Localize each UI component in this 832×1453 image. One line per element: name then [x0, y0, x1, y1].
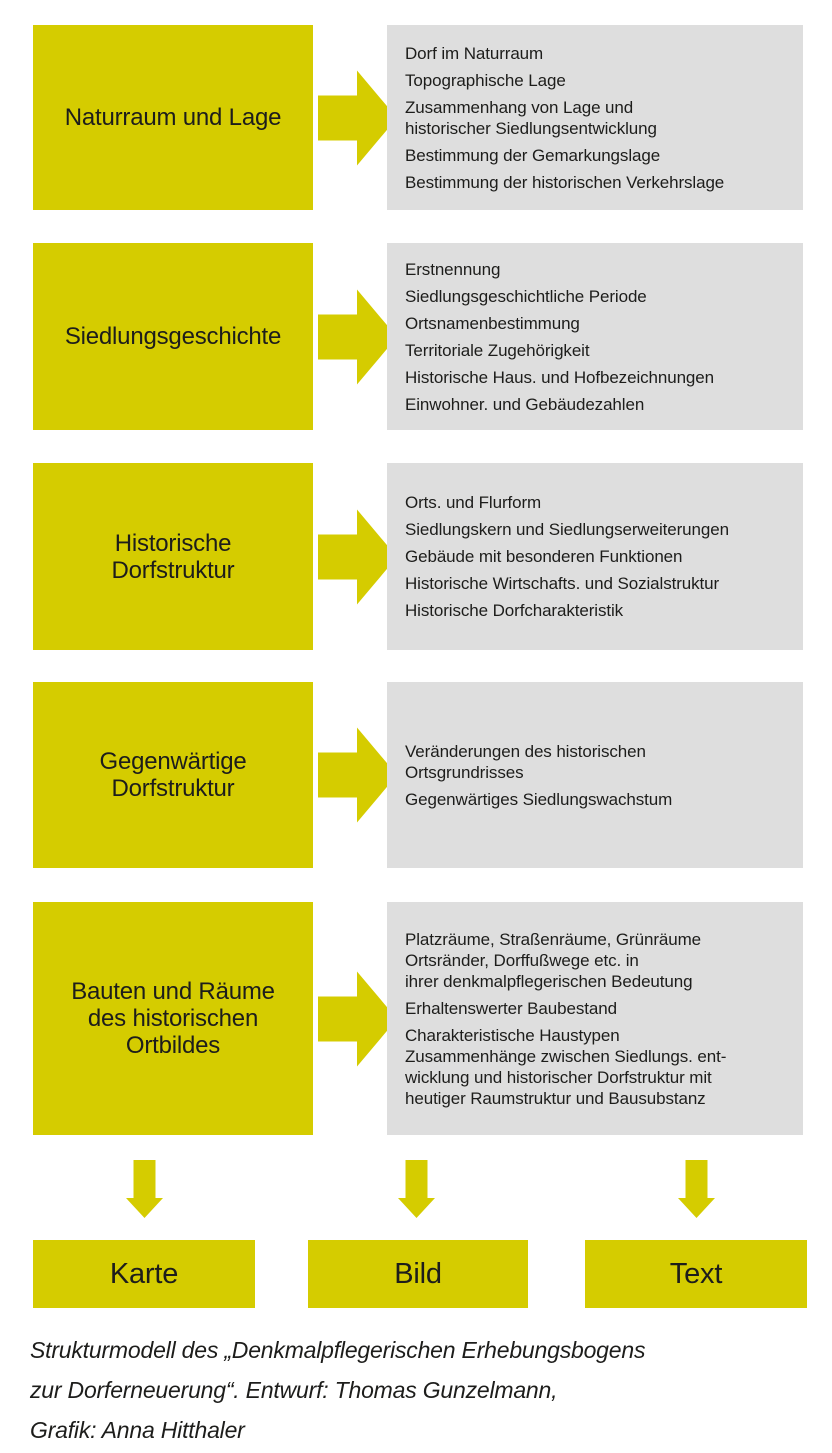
- detail-item: Gegenwärtiges Siedlungswachstum: [405, 789, 673, 809]
- right-arrow-icon: [318, 509, 397, 604]
- right-arrow-icon: [318, 289, 397, 384]
- detail-item: Erstnennung: [405, 259, 501, 279]
- detail-panel-gegenwaertige-dorfstruktur: [387, 682, 803, 868]
- topic-box-historische-dorfstruktur: Historische Dorfstruktur: [33, 463, 313, 650]
- output-box-text: Text: [585, 1240, 807, 1308]
- detail-item: Orts. und Flurform: [405, 493, 542, 512]
- right-arrow-icon: [318, 70, 397, 165]
- detail-panel-bauten-und-raeume: [387, 902, 803, 1135]
- detail-item: Charakteristische Haustypen Zusammenhänge zwischen Siedlungs. ent- wicklung und historischer Dorfstruktur mit heutiger Raumstruktur und Bausubstanz: [405, 1025, 727, 1108]
- detail-item: Historische Wirtschafts. und Sozialstruktur: [405, 574, 720, 593]
- topic-box-bauten-und-raeume: Bauten und Räume des historischen Ortbildes: [33, 902, 313, 1135]
- detail-item: Territoriale Zugehörigkeit: [405, 340, 590, 360]
- flow-row-bauten-und-raeume: [0, 902, 832, 1135]
- detail-item: Historische Haus. und Hofbezeichnungen: [405, 367, 714, 387]
- down-arrow-icon: [126, 1160, 163, 1218]
- topic-box-gegenwaertige-dorfstruktur: Gegenwärtige Dorfstruktur: [33, 682, 313, 868]
- detail-item: Platzräume, Straßenräume, Grünräume Ortsränder, Dorffußwege etc. in ihrer denkmalpflegerischen Bedeutung: [405, 929, 702, 991]
- down-arrow-icon: [398, 1160, 435, 1218]
- topic-box-naturraum: Naturraum und Lage: [33, 25, 313, 210]
- detail-item: Historische Dorfcharakteristik: [405, 601, 624, 620]
- detail-item: Bestimmung der historischen Verkehrslage: [405, 172, 725, 192]
- detail-item: Veränderungen des historischen Ortsgrundrisses: [405, 741, 646, 782]
- detail-item: Bestimmung der Gemarkungslage: [405, 145, 661, 165]
- detail-item: Dorf im Naturraum: [405, 43, 544, 63]
- detail-item: Gebäude mit besonderen Funktionen: [405, 547, 683, 566]
- right-arrow-icon: [318, 971, 397, 1066]
- flow-row-naturraum: [0, 25, 832, 210]
- detail-item: Zusammenhang von Lage und historischer Siedlungsentwicklung: [405, 97, 657, 138]
- detail-panel-historische-dorfstruktur: [387, 463, 803, 650]
- flow-row-siedlungsgeschichte: [0, 243, 832, 430]
- right-arrow-icon: [318, 728, 397, 823]
- caption: Strukturmodell des „Denkmalpflegerischen Erhebungsbogens zur Dorferneuerung“. Entwurf: Thomas Gunzelmann, Grafik: Anna Hitthaler: [30, 1337, 646, 1443]
- output-box-bild: Bild: [308, 1240, 528, 1308]
- flow-row-historische-dorfstruktur: [0, 463, 832, 650]
- detail-panel-siedlungsgeschichte: [387, 243, 803, 430]
- output-box-karte: Karte: [33, 1240, 255, 1308]
- detail-item: Siedlungskern und Siedlungserweiterungen: [405, 520, 729, 539]
- flow-row-gegenwaertige-dorfstruktur: [0, 682, 832, 868]
- detail-item: Einwohner. und Gebäudezahlen: [405, 394, 645, 414]
- detail-item: Ortsnamenbestimmung: [405, 313, 580, 333]
- detail-item: Siedlungsgeschichtliche Periode: [405, 286, 647, 306]
- detail-panel-naturraum: [387, 25, 803, 210]
- detail-item: Topographische Lage: [405, 70, 566, 90]
- topic-box-siedlungsgeschichte: Siedlungsgeschichte: [33, 243, 313, 430]
- down-arrow-icon: [678, 1160, 715, 1218]
- detail-item: Erhaltenswerter Baubestand: [405, 998, 617, 1018]
